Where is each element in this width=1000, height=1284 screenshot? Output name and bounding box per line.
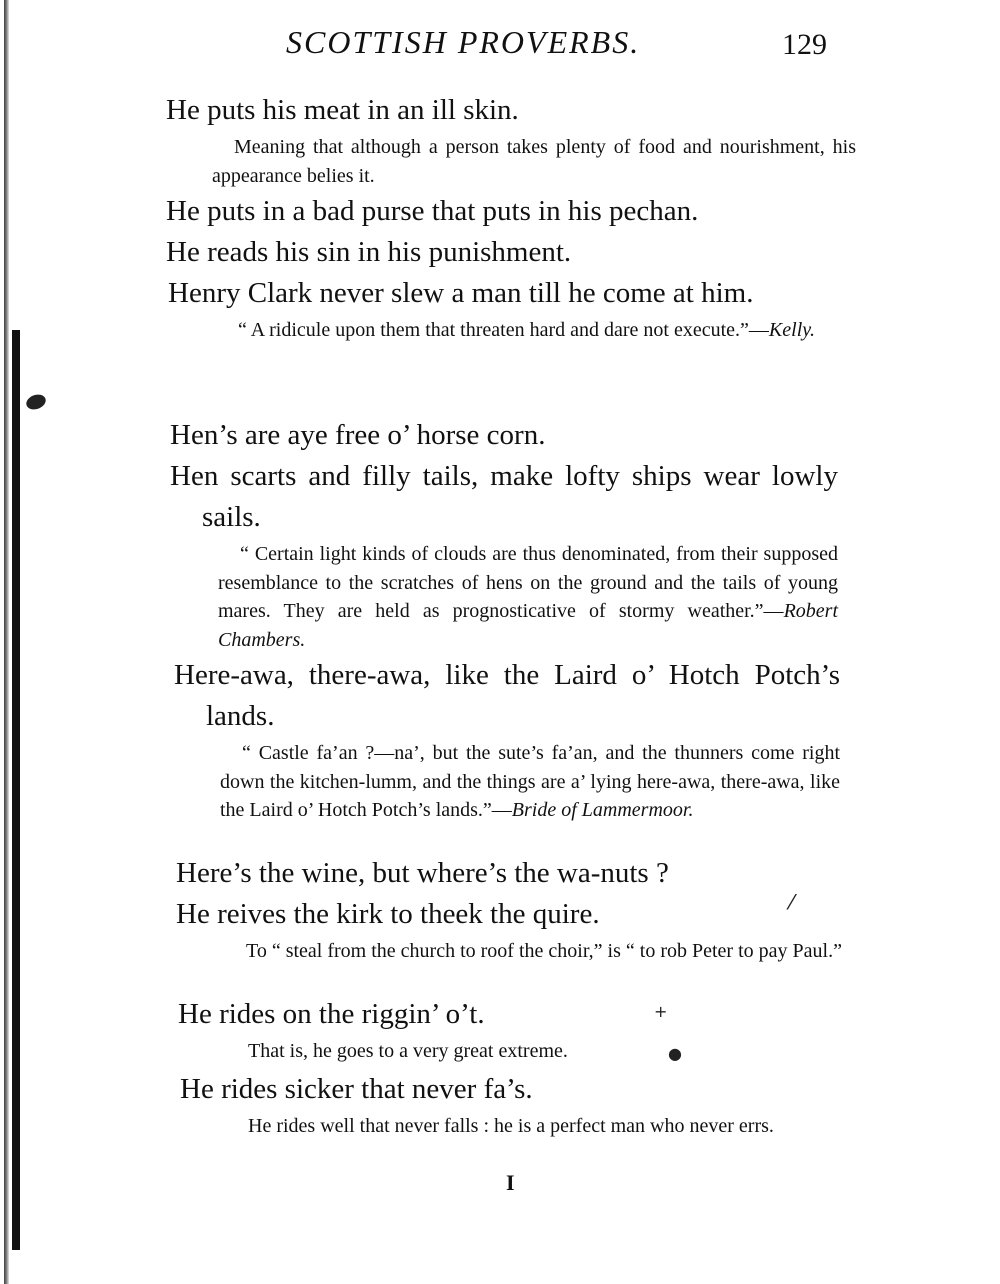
proverb-entry xyxy=(178,994,844,1066)
page-number: 129 xyxy=(782,28,827,61)
ink-spot: ● xyxy=(668,1044,682,1063)
proverb-gloss: To “ steal from the church to roof the choir,” is “ to rob Peter to pay Paul.” xyxy=(246,940,842,962)
gloss-quote: “ A ridicule upon them that threaten hard and dare not execute.”— xyxy=(238,319,769,341)
proverb-text: Here’s the wine, but where’s the wa-nuts ? xyxy=(176,857,669,889)
proverb-text: He rides on the riggin’ o’t. xyxy=(178,998,485,1030)
proverb-text: Henry Clark never slew a man till he come at him. xyxy=(168,277,754,309)
proverb-entry xyxy=(174,655,840,825)
proverb-gloss: He rides well that never falls : he is a perfect man who never errs. xyxy=(248,1115,774,1137)
ink-blot xyxy=(24,392,48,412)
proverb-entry xyxy=(170,415,838,456)
proverb-gloss xyxy=(216,316,836,345)
signature-mark: I xyxy=(506,1170,515,1195)
proverb-text: Hen’s are aye free o’ horse corn. xyxy=(170,419,546,451)
binding-dark-margin xyxy=(12,330,20,1250)
pencil-cross-mark: + xyxy=(654,1002,668,1021)
gloss-quote: “ Certain light kinds of clouds are thus denominated, from their supposed resemblance to the scratches of hens on the ground and the tails of young mares. They are held as prognosticative of stormy weather.”— xyxy=(218,543,838,622)
proverb-text: He puts in a bad purse that puts in his pechan. xyxy=(166,195,699,227)
proverb-text: He reives the kirk to theek the quire. xyxy=(176,898,600,930)
proverb-entry xyxy=(176,894,842,966)
page-header xyxy=(0,22,1000,72)
gloss-quote: “ Castle fa’an ?—na’, but the sute’s fa’an, and the thunners come right down the kitchen-lumm, and the things are a’ lying here-awa, there-awa, like the Laird o’ Hotch Potch’s lands.”— xyxy=(220,742,840,821)
gloss-source: Kelly. xyxy=(768,319,816,341)
proverb-gloss: Meaning that although a person takes plenty of food and nourishment, his appearance belies it. xyxy=(212,136,856,187)
gloss-source: Bride of Lammermoor. xyxy=(511,799,694,821)
proverb-entry xyxy=(166,90,856,190)
proverb-gloss xyxy=(220,739,840,825)
pencil-tick-mark: ⁄ xyxy=(790,890,794,914)
proverb-entry xyxy=(170,456,838,654)
book-binding-edge xyxy=(0,0,26,1284)
proverb-text: Hen scarts and filly tails, make lofty ships wear lowly sails. xyxy=(170,460,838,533)
proverb-text: He rides sicker that never fa’s. xyxy=(180,1073,533,1105)
proverb-text: He reads his sin in his punishment. xyxy=(166,236,572,268)
proverb-entry xyxy=(166,191,856,232)
proverb-gloss: That is, he goes to a very great extreme. xyxy=(248,1040,568,1062)
proverb-text: He puts his meat in an ill skin. xyxy=(166,94,519,126)
page-gutter-shadow xyxy=(4,0,9,1284)
running-head: SCOTTISH PROVERBS. xyxy=(286,24,641,60)
gloss-source: Robert Chambers. xyxy=(218,600,838,651)
proverb-entry xyxy=(166,232,856,273)
proverb-entry xyxy=(168,273,836,345)
proverb-entry xyxy=(176,853,842,894)
proverb-entry xyxy=(180,1069,846,1141)
proverb-gloss xyxy=(218,540,838,654)
proverb-text: Here-awa, there-awa, like the Laird o’ Hotch Potch’s lands. xyxy=(174,659,840,732)
